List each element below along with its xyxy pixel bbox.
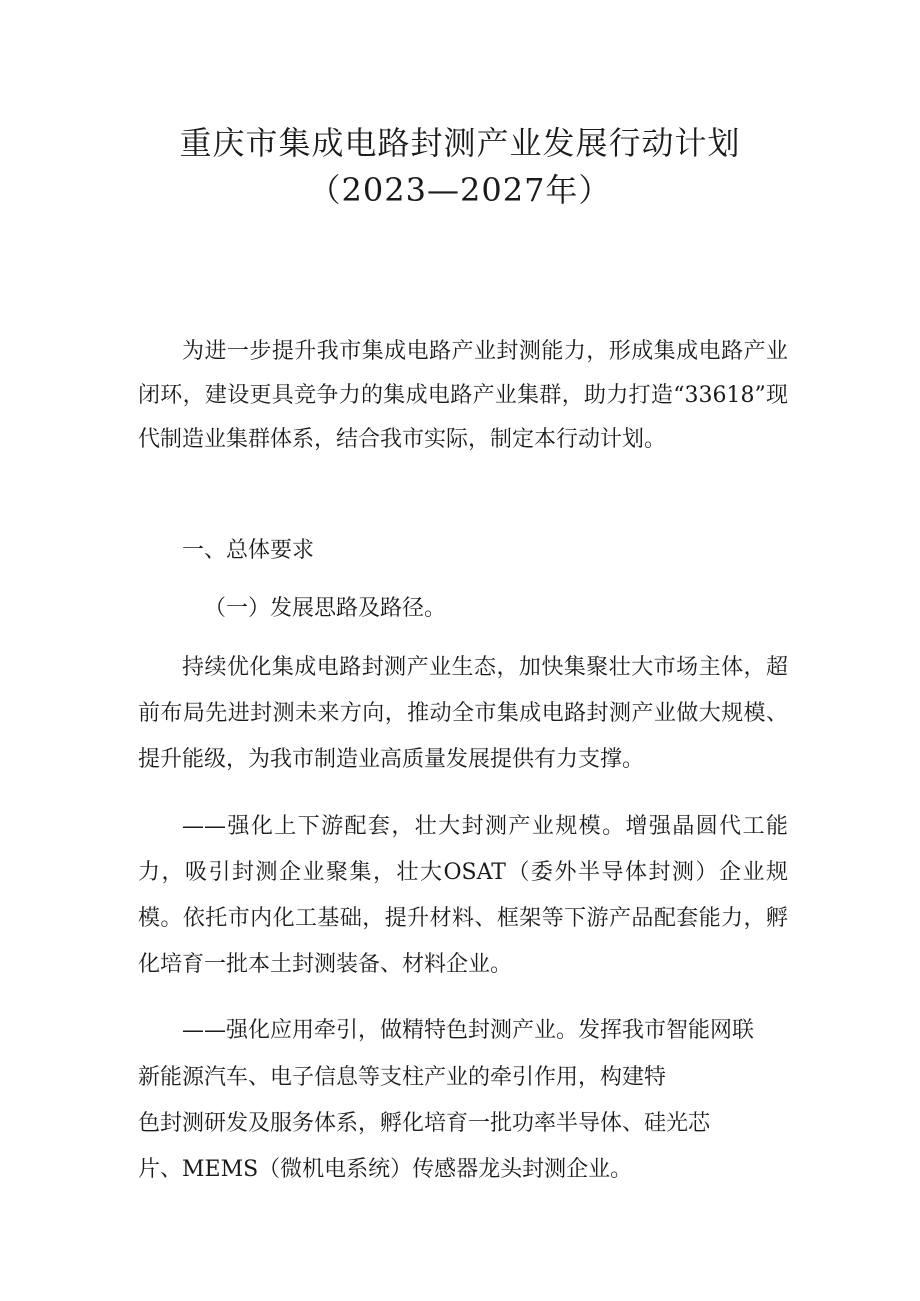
intro-paragraph: 为进一步提升我市集成电路产业封测能力，形成集成电路产业闭环，建设更具竞争力的集成电路产业集群，助力打造“33618”现代制造业集群体系，结合我市实际，制定本行动计划。 [138,339,788,452]
thinking-paragraph: 持续优化集成电路封测产业生态，加快集聚壮大市场主体，超前布局先进封测未来方向，推动全市集成电路封测产业做大规模、提升能级，为我市制造业高质量发展提供有力支撑。 [138,655,788,772]
section-heading: 一、总体要求 [182,538,315,563]
application-paragraph-line: ——强化应用牵引，做精特色封测产业。发挥我市智能网联 [182,1018,755,1043]
application-paragraph-line: 片、MEMS（微机电系统）传感器龙头封测企业。 [138,1157,633,1182]
application-paragraph-line: 新能源汽车、电子信息等支柱产业的牵引作用，构建特 [138,1065,667,1090]
document-title: 重庆市集成电路封测产业发展行动计划 [179,124,741,162]
document-subtitle: （2023—2027年） [308,171,612,209]
subsection-heading: （一）发展思路及路径。 [204,596,447,621]
application-paragraph-line: 色封测研发及服务体系，孵化培育一批功率半导体、硅光芯 [138,1111,711,1136]
upstream-paragraph: ——强化上下游配套，壮大封测产业规模。增强晶圆代工能力，吸引封测企业聚集，壮大OSAT（委外半导体封测）企业规模。依托市内化工基础，提升材料、框架等下游产品配套能力，孵化培育一批本土封测装备、材料企业。 [138,814,788,977]
